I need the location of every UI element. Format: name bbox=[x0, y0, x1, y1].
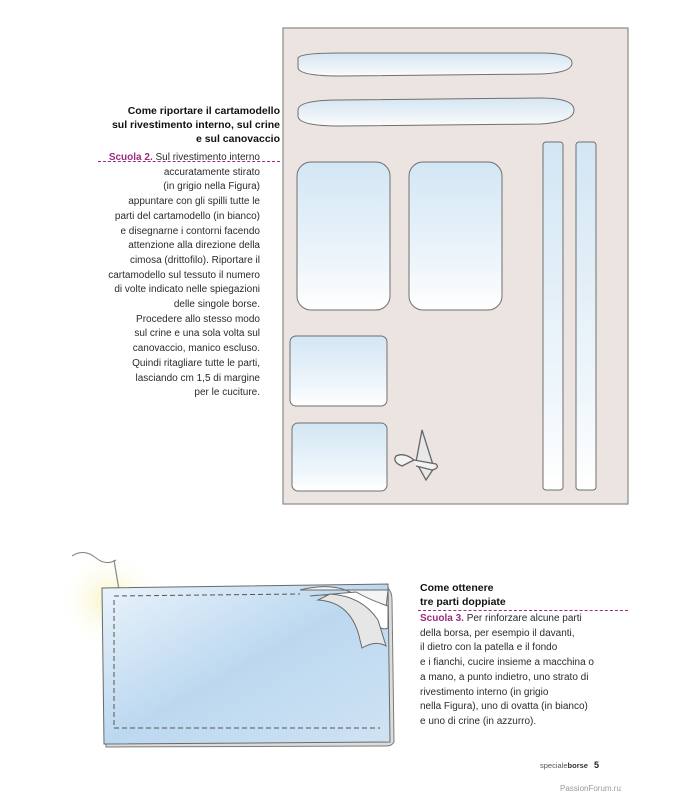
body-line: il dietro con la patella e il fondo bbox=[420, 642, 558, 654]
strap-piece-1 bbox=[298, 53, 572, 76]
body-line: cartamodello sul tessuto il numero bbox=[108, 269, 260, 281]
section2-first-line bbox=[420, 612, 650, 627]
body-line: Procedere allo stesso modo bbox=[136, 313, 260, 325]
body-line: lasciando cm 1,5 di margine bbox=[135, 372, 260, 384]
body-line: sul crine e una sola volta sul bbox=[134, 328, 260, 340]
body-line: canovaccio, manico escluso. bbox=[132, 343, 260, 355]
side-piece bbox=[290, 336, 387, 406]
body-line: nella Figura), uno di ovatta (in bianco) bbox=[420, 701, 588, 713]
body-line: delle singole borse. bbox=[173, 299, 260, 311]
body-line: attenzione alla direzione della bbox=[128, 240, 260, 252]
vertical-strip-1 bbox=[543, 142, 563, 490]
strap-piece-2 bbox=[298, 98, 574, 126]
layered-fabric-stack bbox=[102, 584, 394, 747]
footer-brand: borse bbox=[567, 761, 588, 770]
body-line: e disegnarne i contorni facendo bbox=[120, 225, 260, 237]
section1-first-line bbox=[70, 151, 260, 166]
section2-label: Scuola 3. bbox=[420, 613, 464, 624]
body-line: rivestimento interno (in grigio bbox=[420, 686, 549, 698]
section2-body bbox=[420, 612, 650, 730]
section1-heading-line: sul rivestimento interno, sul crine bbox=[111, 119, 280, 131]
section1-body bbox=[70, 151, 260, 401]
body-line: appuntare con gli spilli tutte le bbox=[128, 196, 260, 208]
page-number: 5 bbox=[593, 760, 599, 770]
body-line: parti del cartamodello (in bianco) bbox=[114, 210, 260, 222]
body-line: (in grigio nella Figura) bbox=[163, 181, 260, 193]
section1-label: Scuola 2. bbox=[108, 152, 153, 163]
section1-first-line-text: Sul rivestimento interno bbox=[155, 152, 260, 163]
body-line: di volte indicato nelle spiegazioni bbox=[114, 284, 260, 296]
section2-divider bbox=[418, 610, 628, 611]
body-line: e i fianchi, cucire insieme a macchina o bbox=[420, 657, 594, 669]
section1-heading bbox=[60, 104, 280, 146]
body-line: della borsa, per esempio il davanti, bbox=[420, 627, 575, 639]
page-footer bbox=[540, 760, 599, 770]
footer-prefix: speciale bbox=[540, 761, 568, 770]
body-line: a mano, a punto indietro, uno strato di bbox=[420, 671, 589, 683]
section1-heading-line: Come riportare il cartamodello bbox=[127, 105, 280, 117]
vertical-strip-2 bbox=[576, 142, 596, 490]
watermark: PassionForum.ru bbox=[560, 784, 621, 793]
section1-heading-line: e sul canovaccio bbox=[195, 133, 280, 145]
body-line: accuratamente stirato bbox=[163, 166, 260, 178]
body-line: e uno di crine (in azzurro). bbox=[420, 715, 537, 727]
bottom-piece bbox=[292, 423, 387, 491]
body-line: cimosa (drittofilo). Riportare il bbox=[129, 254, 260, 266]
body-line: per le cuciture. bbox=[194, 387, 260, 399]
body-line: Quindi ritagliare tutte le parti, bbox=[132, 357, 260, 369]
back-panel-piece bbox=[409, 162, 502, 310]
section2-heading bbox=[420, 581, 620, 609]
front-panel-piece bbox=[297, 162, 390, 310]
section2-heading-line: tre parti doppiate bbox=[420, 596, 506, 608]
section2-heading-line: Come ottenere bbox=[420, 582, 494, 594]
section2-first-line-text: Per rinforzare alcune parti bbox=[466, 613, 582, 624]
